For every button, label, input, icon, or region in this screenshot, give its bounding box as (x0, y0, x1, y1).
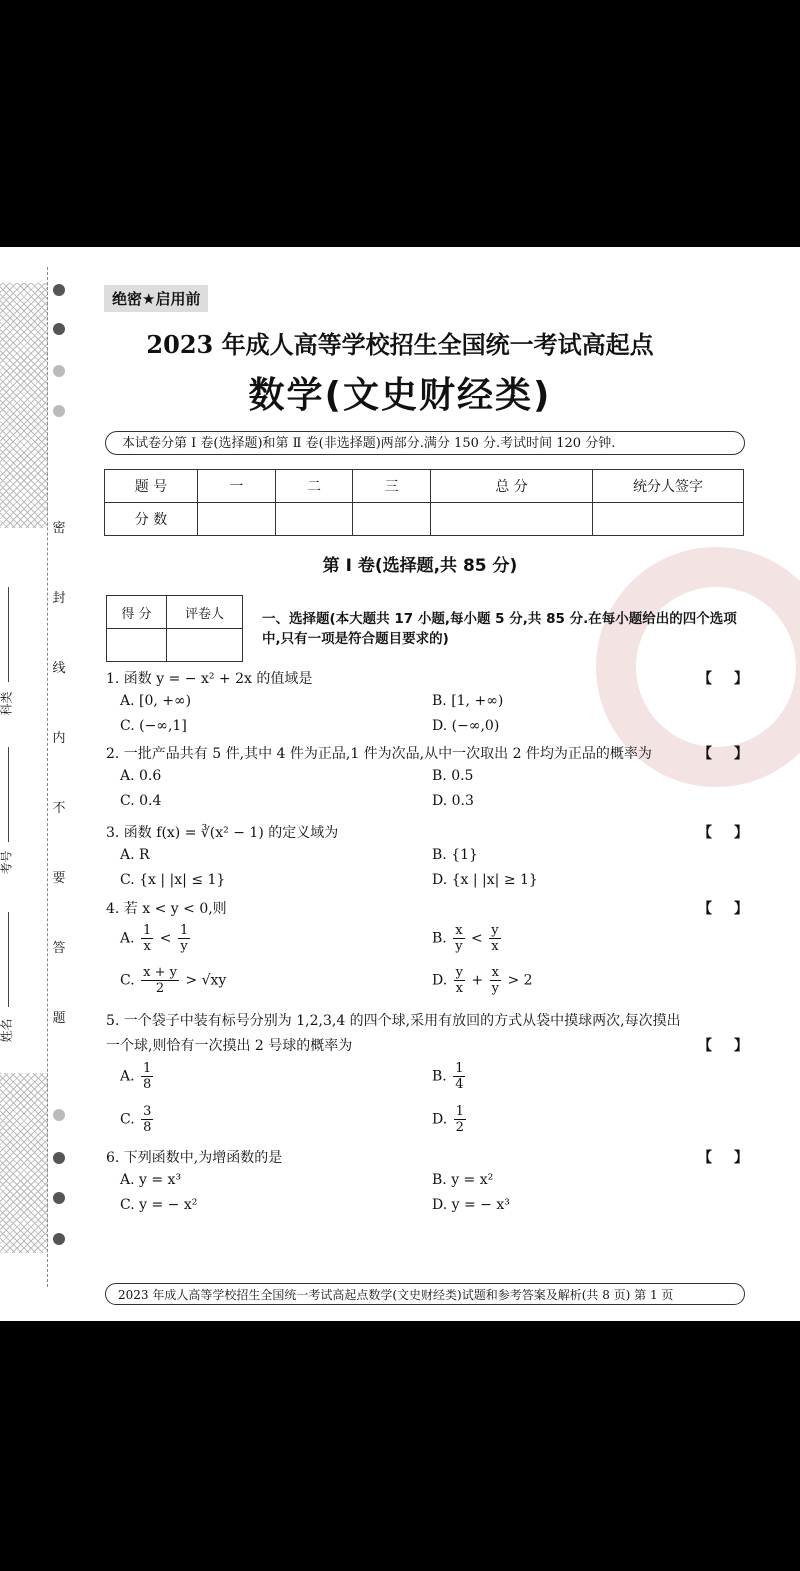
option-letter: B. (432, 930, 447, 947)
question-2-stem: 2. 一批产品共有 5 件,其中 4 件为正品,1 件为次品,从中一次取出 2 件均为正品的概率为 (106, 746, 652, 762)
q4-option-b[interactable] (432, 923, 503, 954)
fraction (454, 1104, 466, 1135)
answer-bracket[interactable]: 【】 (698, 901, 770, 917)
q5-option-b[interactable] (432, 1061, 467, 1092)
question-1-stem: 1. 函数 y = − x² + 2x 的值域是 (106, 671, 313, 687)
denominator: x (143, 939, 151, 954)
q4-option-c[interactable] (120, 965, 226, 996)
score-input-cell[interactable] (353, 503, 431, 536)
numerator: 1 (455, 1061, 464, 1076)
seal-char: 不 (52, 801, 66, 816)
fraction (141, 965, 179, 996)
subject-blank[interactable] (8, 587, 9, 682)
q2-option-d[interactable]: D. 0.3 (432, 793, 474, 809)
score-header-cell: 一 (198, 470, 276, 503)
q5-option-a[interactable] (120, 1061, 155, 1092)
score-input-cell[interactable] (593, 503, 744, 536)
denominator: 4 (455, 1077, 464, 1092)
grader-table (106, 595, 243, 662)
fraction (454, 965, 465, 996)
answer-bracket[interactable]: 【】 (698, 671, 770, 687)
grader-name-cell[interactable] (166, 629, 242, 662)
question-5-stem: 5. 一个袋子中装有标号分别为 1,2,3,4 的四个球,采用有放回的方式从袋中摸球两次,每次摸出 (106, 1013, 681, 1029)
seal-char: 要 (52, 871, 66, 886)
q3-option-a[interactable]: A. R (120, 847, 150, 863)
denominator: y (491, 981, 499, 996)
seal-char: 答 (52, 941, 66, 956)
q2-option-c[interactable]: C. 0.4 (120, 793, 162, 809)
fraction (453, 1061, 465, 1092)
option-letter: D. (432, 1111, 448, 1128)
numerator: x + y (143, 965, 177, 980)
q3-option-d[interactable]: D. {x | |x| ≥ 1} (432, 872, 538, 888)
score-input-cell[interactable] (431, 503, 593, 536)
exam-number-label: 考号 (0, 850, 14, 875)
grader-score-label: 得 分 (107, 596, 167, 629)
q2-option-a[interactable]: A. 0.6 (120, 768, 162, 784)
q6-option-a[interactable]: A. y = x³ (120, 1172, 182, 1188)
option-letter: A. (120, 930, 135, 947)
fraction (490, 965, 501, 996)
seal-line (47, 267, 48, 1287)
option-letter: D. (432, 972, 448, 989)
score-header-cell: 总 分 (431, 470, 593, 503)
seal-char: 线 (52, 661, 66, 676)
score-header-cell: 统分人签字 (593, 470, 744, 503)
page-footer: 2023 年成人高等学校招生全国统一考试高起点数学(文史财经类)试题和参考答案及解析(共 8 页) 第 1 页 (105, 1283, 745, 1305)
q1-option-d[interactable]: D. (−∞,0) (432, 718, 500, 734)
denominator: x (491, 939, 499, 954)
question-4-stem: 4. 若 x < y < 0,则 (106, 901, 227, 917)
score-input-cell[interactable] (198, 503, 276, 536)
q2-option-b[interactable]: B. 0.5 (432, 768, 474, 784)
option-letter: C. (120, 1111, 135, 1128)
fraction (178, 923, 190, 954)
exam-number-blank[interactable] (8, 747, 9, 842)
denominator: y (455, 939, 463, 954)
part-title: 第 Ⅰ 卷(选择题,共 85 分) (322, 556, 518, 576)
option-letter: A. (120, 1068, 135, 1085)
question-5-stem-cont: 一个球,则恰有一次摸出 2 号球的概率为 (106, 1038, 353, 1054)
denominator: 8 (143, 1077, 152, 1092)
q1-option-c[interactable]: C. (−∞,1] (120, 718, 187, 734)
denominator: 2 (155, 981, 165, 996)
exam-page (0, 247, 800, 1321)
q1-option-b[interactable]: B. [1, +∞) (432, 693, 504, 709)
exam-title: 2023 年成人高等学校招生全国统一考试高起点 (146, 330, 654, 359)
score-table (104, 469, 744, 536)
numerator: 1 (455, 1104, 464, 1119)
denominator: 8 (143, 1120, 152, 1135)
denominator: x (455, 981, 463, 996)
option-letter: C. (120, 972, 135, 989)
seal-char: 密 (52, 521, 66, 536)
grader-score-cell[interactable] (107, 629, 167, 662)
fraction (453, 923, 464, 954)
plus-sign: + (471, 972, 484, 989)
answer-bracket[interactable]: 【】 (698, 825, 770, 841)
fraction (141, 1061, 153, 1092)
binding-hole (53, 1192, 65, 1204)
relation: < (159, 930, 172, 947)
q3-option-b[interactable]: B. {1} (432, 847, 478, 863)
answer-bracket[interactable]: 【】 (698, 746, 770, 762)
seal-char: 内 (52, 731, 66, 746)
numerator: 1 (143, 1061, 152, 1076)
numerator: x (491, 965, 499, 980)
name-blank[interactable] (8, 912, 9, 1007)
q4-option-a[interactable] (120, 923, 192, 954)
relation: < (471, 930, 483, 947)
binding-hole (53, 1109, 65, 1121)
q5-option-d[interactable] (432, 1104, 468, 1135)
denominator: 2 (455, 1120, 464, 1135)
binding-hole (53, 1152, 65, 1164)
question-6-stem: 6. 下列函数中,为增函数的是 (106, 1150, 283, 1166)
exam-notice: 本试卷分第 Ⅰ 卷(选择题)和第 Ⅱ 卷(非选择题)两部分.满分 150 分.考试时间 120 分钟. (105, 431, 745, 455)
subject-label: 科类 (0, 691, 14, 716)
seal-char: 封 (52, 591, 66, 606)
score-header-cell: 二 (275, 470, 353, 503)
binding-hole (53, 284, 65, 296)
denominator: y (180, 939, 188, 954)
hatch-band-bottom (0, 1073, 48, 1253)
answer-bracket[interactable]: 【】 (698, 1150, 770, 1166)
relation: > √xy (185, 972, 227, 989)
fraction (489, 923, 500, 954)
score-row-label: 分 数 (105, 503, 198, 536)
score-header-cell: 题 号 (105, 470, 198, 503)
numerator: y (455, 965, 463, 980)
numerator: 3 (143, 1104, 152, 1119)
option-letter: B. (432, 1068, 447, 1085)
grader-name-label: 评卷人 (166, 596, 242, 629)
score-input-cell[interactable] (275, 503, 353, 536)
question-3-stem: 3. 函数 f(x) = ∛(x² − 1) 的定义域为 (106, 825, 339, 841)
fraction (141, 923, 153, 954)
subject-title: 数学(文史财经类) (248, 375, 552, 416)
numerator: 1 (143, 923, 152, 938)
q3-option-c[interactable]: C. {x | |x| ≤ 1} (120, 872, 226, 888)
q1-option-a[interactable]: A. [0, +∞) (120, 693, 192, 709)
section-description: 一、选择题(本大题共 17 小题,每小题 5 分,共 85 分.在每小题给出的四个选项中,只有一项是符合题目要求的) (262, 611, 737, 647)
fraction (141, 1104, 153, 1135)
score-header-cell: 三 (353, 470, 431, 503)
q6-option-d[interactable]: D. y = − x³ (432, 1197, 510, 1213)
numerator: 1 (179, 923, 189, 938)
answer-bracket[interactable]: 【】 (698, 1038, 770, 1054)
name-label: 姓名 (0, 1018, 14, 1043)
seal-char: 题 (52, 1011, 66, 1026)
numerator: x (455, 923, 463, 938)
q6-option-c[interactable]: C. y = − x² (120, 1197, 198, 1213)
q4-option-d[interactable] (432, 965, 533, 996)
numerator: y (491, 923, 499, 938)
binding-hole (53, 1233, 65, 1245)
q5-option-c[interactable] (120, 1104, 155, 1135)
q6-option-b[interactable]: B. y = x² (432, 1172, 494, 1188)
relation: > 2 (507, 972, 533, 989)
secret-label: 绝密★启用前 (104, 285, 208, 312)
